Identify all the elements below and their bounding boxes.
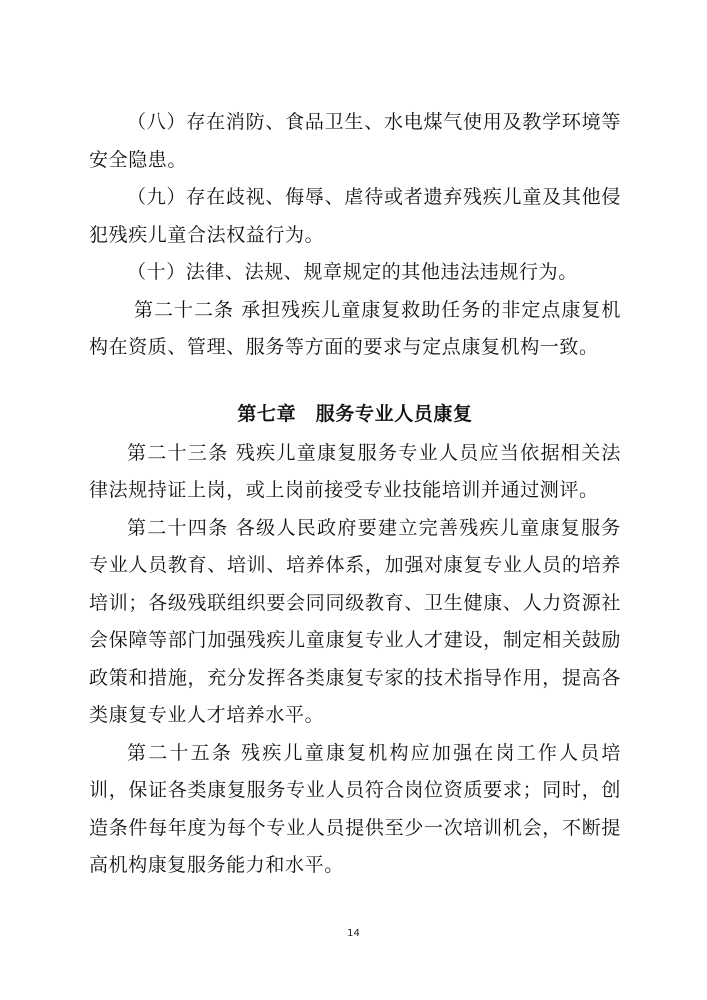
paragraph-article-23: 第二十三条 残疾儿童康复服务专业人员应当依据相关法律法规持证上岗，或上岗前接受专业技能培训并通过测评。	[89, 441, 621, 501]
chapter-heading: 第七章 服务专业人员康复	[237, 402, 473, 425]
paragraph-article-22: 第二十二条 承担残疾儿童康复救助任务的非定点康复机构在资质、管理、服务等方面的要求与定点康复机构一致。	[89, 298, 621, 358]
page-number: 14	[347, 928, 360, 939]
paragraph-item-10: （十）法律、法规、规章规定的其他违法违规行为。	[127, 261, 578, 283]
paragraph-article-25: 第二十五条 残疾儿童康复机构应加强在岗工作人员培训，保证各类康复服务专业人员符合岗位资质要求；同时，创造条件每年度为每个专业人员提供至少一次培训机会，不断提高机构康复服务能力和水平。	[89, 741, 621, 876]
paragraph-item-8: （八）存在消防、食品卫生、水电煤气使用及教学环境等安全隐患。	[89, 111, 621, 171]
paragraph-item-9: （九）存在歧视、侮辱、虐待或者遗弃残疾儿童及其他侵犯残疾儿童合法权益行为。	[89, 186, 621, 246]
body-text	[89, 104, 621, 885]
paragraph-article-24: 第二十四条 各级人民政府要建立完善残疾儿童康复服务专业人员教育、培训、培养体系，加强对康复专业人员的培养培训；各级残联组织要会同同级教育、卫生健康、人力资源社会保障等部门加强残疾儿童康复专业人才建设，制定相关鼓励政策和措施，充分发挥各类康复专家的技术指导作用，提高各类康复专业人才培养水平。	[89, 516, 621, 726]
